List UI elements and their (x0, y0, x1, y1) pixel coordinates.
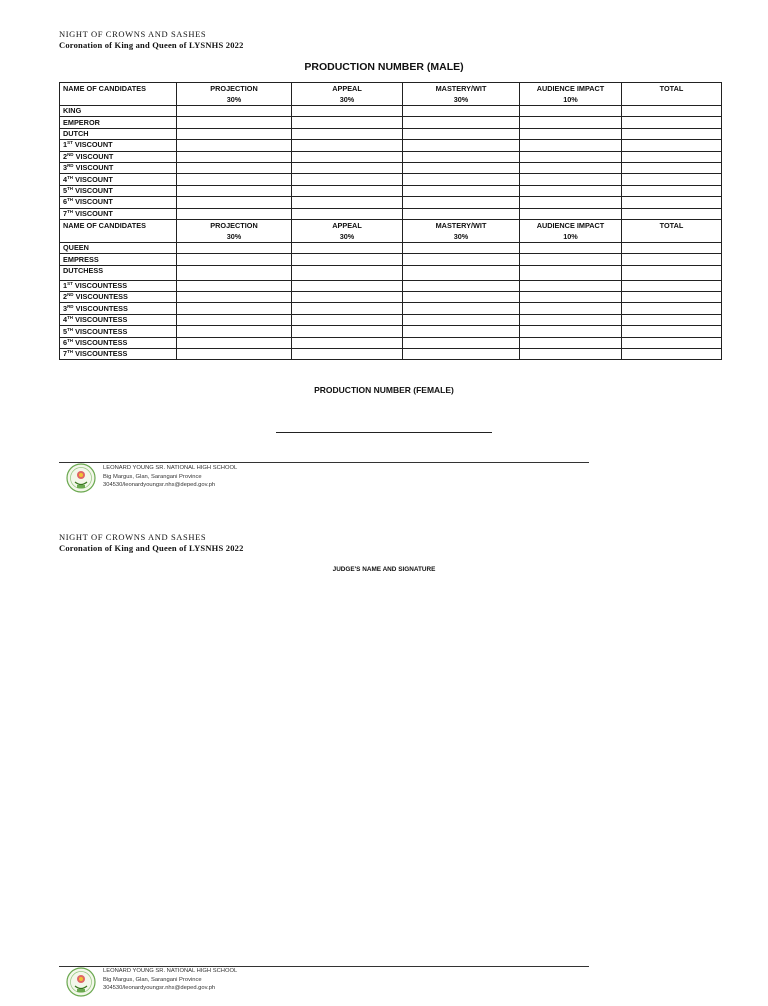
school-address: Big Margus, Glan, Sarangani Province (103, 473, 202, 480)
score-cell[interactable] (403, 303, 520, 314)
score-cell[interactable] (520, 314, 622, 325)
score-cell[interactable] (177, 185, 292, 196)
score-cell[interactable] (292, 106, 403, 117)
score-cell[interactable] (177, 151, 292, 162)
school-contact: 304530/leonardyoungsr.nhs@deped.gov.ph (103, 482, 216, 489)
production-female-title: PRODUCTION NUMBER (FEMALE) (314, 385, 454, 395)
column-header-appeal: APPEAL 30% (292, 83, 403, 106)
event-title: NIGHT OF CROWNS AND SASHES (59, 532, 207, 542)
event-subtitle: Coronation of King and Queen of LYSNHS 2022 (59, 40, 244, 50)
footer-divider (59, 462, 589, 463)
table-row (60, 292, 722, 303)
candidate-emperor: EMPEROR (60, 117, 177, 128)
score-cell[interactable] (177, 106, 292, 117)
score-cell[interactable] (403, 117, 520, 128)
column-header-mastery: MASTERY/WIT 30% (403, 219, 520, 242)
score-cell[interactable] (520, 280, 622, 291)
candidate-2nd-viscount: 2ND VISCOUNT (60, 151, 177, 162)
table-row (60, 326, 722, 337)
score-cell[interactable] (292, 337, 403, 348)
score-cell[interactable] (292, 254, 403, 265)
score-cell[interactable] (177, 303, 292, 314)
score-cell[interactable] (403, 337, 520, 348)
score-cell[interactable] (403, 349, 520, 360)
score-cell[interactable] (403, 254, 520, 265)
table-row (60, 303, 722, 314)
table-row (60, 162, 722, 173)
candidate-1st-viscount: 1ST VISCOUNT (60, 140, 177, 151)
candidate-queen: QUEEN (60, 242, 177, 253)
score-cell[interactable] (403, 197, 520, 208)
table-row (60, 197, 722, 208)
candidate-4th-viscountess: 4TH VISCOUNTESS (60, 314, 177, 325)
total-cell[interactable] (622, 292, 722, 303)
score-cell[interactable] (292, 314, 403, 325)
score-cell[interactable] (403, 208, 520, 219)
score-cell[interactable] (520, 208, 622, 219)
total-cell[interactable] (622, 174, 722, 185)
school-name: LEONARD YOUNG SR. NATIONAL HIGH SCHOOL (103, 968, 238, 974)
score-cell[interactable] (520, 162, 622, 173)
event-subtitle: Coronation of King and Queen of LYSNHS 2022 (59, 543, 244, 553)
column-header-name: NAME OF CANDIDATES (60, 83, 177, 106)
score-cell[interactable] (292, 197, 403, 208)
score-cell[interactable] (177, 280, 292, 291)
score-cell[interactable] (403, 185, 520, 196)
score-cell[interactable] (177, 242, 292, 253)
total-cell[interactable] (622, 197, 722, 208)
score-cell[interactable] (520, 106, 622, 117)
total-cell[interactable] (622, 128, 722, 139)
score-cell[interactable] (292, 185, 403, 196)
total-cell[interactable] (622, 185, 722, 196)
score-cell[interactable] (292, 174, 403, 185)
table-row (60, 337, 722, 348)
score-cell[interactable] (177, 337, 292, 348)
total-cell[interactable] (622, 326, 722, 337)
score-cell[interactable] (520, 140, 622, 151)
score-cell[interactable] (520, 151, 622, 162)
score-cell[interactable] (520, 174, 622, 185)
column-header-mastery: MASTERY/WIT 30% (403, 83, 520, 106)
document-header (59, 29, 244, 51)
score-cell[interactable] (520, 303, 622, 314)
score-cell[interactable] (177, 254, 292, 265)
score-cell[interactable] (177, 117, 292, 128)
school-name: LEONARD YOUNG SR. NATIONAL HIGH SCHOOL (103, 465, 238, 471)
table-row (60, 349, 722, 360)
total-cell[interactable] (622, 349, 722, 360)
table-row (60, 265, 722, 280)
score-cell[interactable] (403, 242, 520, 253)
table-row (60, 106, 722, 117)
column-header-projection: PROJECTION 30% (177, 83, 292, 106)
total-cell[interactable] (622, 242, 722, 253)
column-header-impact: AUDIENCE IMPACT 10% (520, 83, 622, 106)
score-cell[interactable] (520, 128, 622, 139)
score-cell[interactable] (292, 128, 403, 139)
score-cell[interactable] (177, 349, 292, 360)
column-header-name: NAME OF CANDIDATES (60, 219, 177, 242)
school-contact: 304530/leonardyoungsr.nhs@deped.gov.ph (103, 985, 216, 992)
candidate-3rd-viscount: 3RD VISCOUNT (60, 162, 177, 173)
score-cell[interactable] (177, 265, 292, 280)
score-cell[interactable] (177, 197, 292, 208)
score-cell[interactable] (403, 162, 520, 173)
candidate-dutch: DUTCH (60, 128, 177, 139)
table-row (60, 314, 722, 325)
score-cell[interactable] (520, 117, 622, 128)
scoring-table (59, 82, 722, 360)
table-row (60, 280, 722, 291)
score-cell[interactable] (292, 208, 403, 219)
score-cell[interactable] (292, 349, 403, 360)
score-cell[interactable] (403, 106, 520, 117)
table-row (60, 254, 722, 265)
score-cell[interactable] (177, 314, 292, 325)
table-row (60, 242, 722, 253)
event-title: NIGHT OF CROWNS AND SASHES (59, 29, 207, 39)
total-cell[interactable] (622, 314, 722, 325)
candidate-2nd-viscountess: 2ND VISCOUNTESS (60, 292, 177, 303)
score-cell[interactable] (403, 292, 520, 303)
score-cell[interactable] (520, 265, 622, 280)
score-cell[interactable] (403, 140, 520, 151)
candidate-6th-viscountess: 6TH VISCOUNTESS (60, 337, 177, 348)
table-row (60, 185, 722, 196)
table-row (60, 174, 722, 185)
score-cell[interactable] (520, 197, 622, 208)
candidate-6th-viscount: 6TH VISCOUNT (60, 197, 177, 208)
school-info (103, 464, 237, 490)
score-cell[interactable] (292, 326, 403, 337)
score-cell[interactable] (177, 162, 292, 173)
candidate-empress: EMPRESS (60, 254, 177, 265)
score-cell[interactable] (177, 140, 292, 151)
score-cell[interactable] (177, 326, 292, 337)
candidate-king: KING (60, 106, 177, 117)
score-cell[interactable] (177, 208, 292, 219)
total-cell[interactable] (622, 106, 722, 117)
column-header-appeal: APPEAL 30% (292, 219, 403, 242)
column-header-total: TOTAL (622, 83, 722, 106)
score-cell[interactable] (403, 174, 520, 185)
candidate-5th-viscount: 5TH VISCOUNT (60, 185, 177, 196)
school-seal-icon (66, 967, 96, 997)
candidate-4th-viscount: 4TH VISCOUNT (60, 174, 177, 185)
column-header-projection: PROJECTION 30% (177, 219, 292, 242)
production-male-title: PRODUCTION NUMBER (MALE) (304, 61, 464, 73)
judge-signature-label: JUDGE'S NAME AND SIGNATURE (332, 566, 436, 573)
score-cell[interactable] (177, 128, 292, 139)
score-cell[interactable] (292, 117, 403, 128)
score-cell[interactable] (403, 265, 520, 280)
score-cell[interactable] (292, 151, 403, 162)
signature-line (276, 432, 492, 433)
total-cell[interactable] (622, 162, 722, 173)
school-seal-icon (66, 463, 96, 493)
score-cell[interactable] (403, 151, 520, 162)
score-cell[interactable] (520, 349, 622, 360)
score-cell[interactable] (403, 128, 520, 139)
total-cell[interactable] (622, 280, 722, 291)
total-cell[interactable] (622, 208, 722, 219)
table-row (60, 140, 722, 151)
score-cell[interactable] (403, 326, 520, 337)
score-cell[interactable] (292, 265, 403, 280)
score-cell[interactable] (520, 254, 622, 265)
score-cell[interactable] (520, 242, 622, 253)
table-header-row-male (60, 83, 722, 106)
table-header-row-female (60, 219, 722, 242)
score-cell[interactable] (403, 314, 520, 325)
candidate-3rd-viscountess: 3RD VISCOUNTESS (60, 303, 177, 314)
candidate-1st-viscountess: 1ST VISCOUNTESS (60, 280, 177, 291)
table-row (60, 128, 722, 139)
total-cell[interactable] (622, 254, 722, 265)
total-cell[interactable] (622, 140, 722, 151)
score-cell[interactable] (520, 292, 622, 303)
score-cell[interactable] (292, 292, 403, 303)
score-cell[interactable] (292, 140, 403, 151)
total-cell[interactable] (622, 303, 722, 314)
total-cell[interactable] (622, 117, 722, 128)
table-row (60, 208, 722, 219)
table-row (60, 117, 722, 128)
score-cell[interactable] (177, 174, 292, 185)
score-cell[interactable] (292, 303, 403, 314)
score-cell[interactable] (292, 242, 403, 253)
school-address: Big Margus, Glan, Sarangani Province (103, 976, 202, 983)
score-cell[interactable] (292, 162, 403, 173)
table-row (60, 151, 722, 162)
score-cell[interactable] (520, 337, 622, 348)
score-cell[interactable] (177, 292, 292, 303)
school-info-page-2 (103, 967, 237, 993)
candidate-5th-viscountess: 5TH VISCOUNTESS (60, 326, 177, 337)
candidate-7th-viscount: 7TH VISCOUNT (60, 208, 177, 219)
score-cell[interactable] (292, 280, 403, 291)
candidate-7th-viscountess: 7TH VISCOUNTESS (60, 349, 177, 360)
score-cell[interactable] (403, 280, 520, 291)
column-header-total: TOTAL (622, 219, 722, 242)
score-cell[interactable] (520, 326, 622, 337)
total-cell[interactable] (622, 151, 722, 162)
total-cell[interactable] (622, 337, 722, 348)
candidate-dutchess: DUTCHESS (60, 265, 177, 280)
column-header-impact: AUDIENCE IMPACT 10% (520, 219, 622, 242)
total-cell[interactable] (622, 265, 722, 280)
score-cell[interactable] (520, 185, 622, 196)
document-header-page-2 (59, 532, 244, 554)
